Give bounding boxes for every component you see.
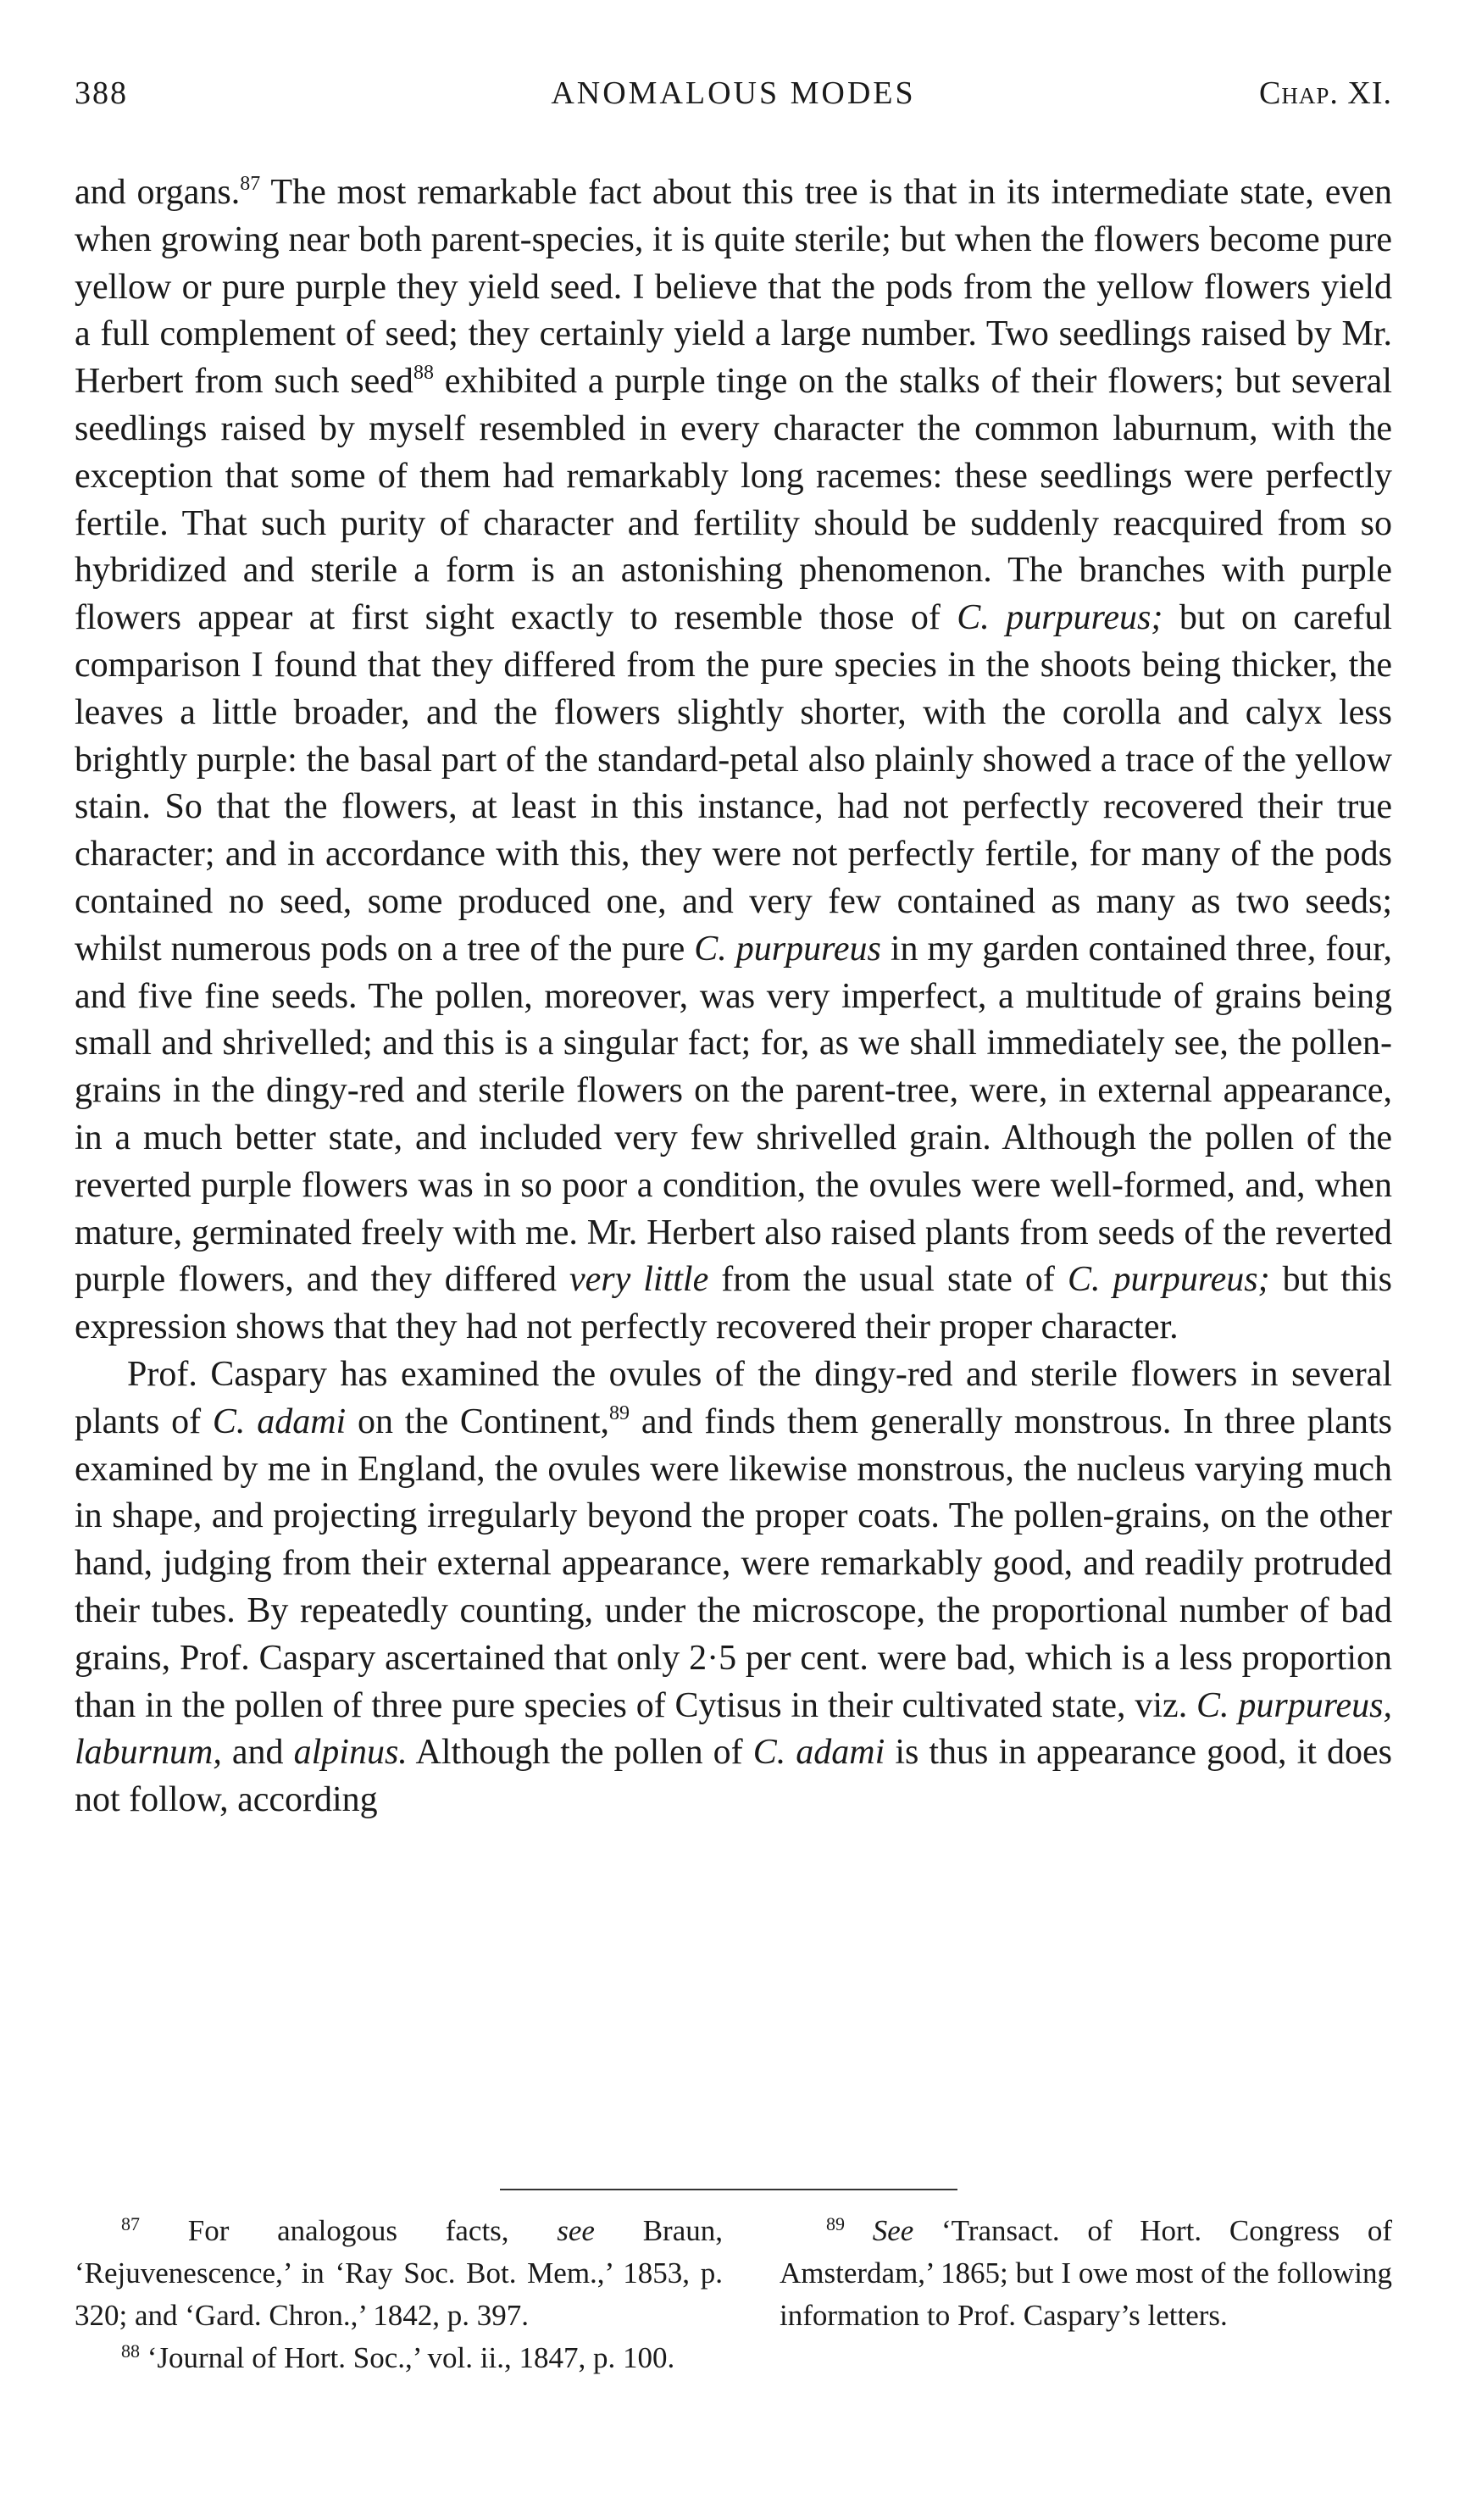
text-span: and organs. — [75, 173, 241, 212]
footnote-ref-89[interactable]: 89 — [609, 1402, 630, 1424]
text-span: is thus in appearance good, it does not follow, according — [75, 1733, 1392, 1820]
text-span: Prof. Caspary has examined the ovules of the dingy-red and sterile flowers in several plants of — [75, 1354, 1392, 1441]
text-span: but this expression shows that they had not perfectly recovered their proper character. — [75, 1260, 1392, 1347]
text-span: exhibited a purple tinge on the stalks of their flowers; but several seedlings raised by myself resembled in every character the common laburnum, with the exception that some of them had remarkably long racemes: these seedlings were perfectly fertile. That such purity of character and fertility should be suddenly reacquired from so hybridized and sterile a form is an astonishing phenomenon. The branches with purple flowers appear at first sight exactly to resemble those of — [75, 362, 1392, 638]
footnote-see: see — [557, 2214, 595, 2247]
text-span: in my garden contained three, four, and five fine seeds. The pollen, moreover, was very imperfect, a multitude of grains being small and shrivelled; and this is a singular fact; for, as we shall immediately see, the pollen-grains in the dingy-red and sterile flowers on the parent-tree, were, in external appearance, in a much better state, and included very few shrivelled grain. Although the pollen of the reverted purple flowers was in so poor a condition, the ovules were well-formed, and, when mature, germinated freely with me. Mr. Herbert also raised plants from seeds of the reverted purple flowers, and they differed — [75, 929, 1392, 1300]
species-name: alpinus. — [293, 1733, 408, 1773]
footnote-ref-87[interactable]: 87 — [240, 173, 261, 195]
species-name: C. purpureus; — [957, 598, 1163, 638]
footnote-number: 87 — [121, 2213, 140, 2234]
species-name: C. purpureus; — [1067, 1260, 1270, 1300]
paragraph-1 — [75, 169, 1392, 1352]
footnote-89 — [780, 2210, 1392, 2337]
footnote-divider — [500, 2189, 957, 2190]
text-span: and finds them generally monstrous. In three plants examined by me in England, the ovules were likewise monstrous, the nucleus varying much in shape, and projecting irregularly beyond the proper coats. The pollen-grains, on the other hand, judging from their external appearance, were remarkably good, and readily protruded their tubes. By repeatedly counting, under the microscope, the proportional number of bad grains, Prof. Caspary ascertained that only 2·5 per cent. were bad, which is a less proportion than in the pollen of three pure species of Cytisus in their cultivated state, viz. — [75, 1402, 1392, 1725]
text-span: but on careful comparison I found that they differed from the pure species in the shoots being thicker, the leaves a little broader, and the flowers slightly shorter, with the corolla and calyx less brightly purple: the basal part of the standard-petal also plainly showed a trace of the yellow stain. So that the flowers, at least in this instance, had not perfectly recovered their true character; and in accordance with this, they were not perfectly fertile, for many of the pods contained no seed, some produced one, and very few contained as many as two seeds; whilst numerous pods on a tree of the pure — [75, 598, 1392, 969]
footnote-text: Braun, ‘Rejuvenescence,’ in ‘Ray Soc. Bot. Mem.,’ 1853, p. 320; and ‘Gard. Chron.,’ 1842, p. 397. — [75, 2214, 723, 2332]
footnote-number: 88 — [121, 2340, 140, 2362]
footnote-87 — [75, 2210, 723, 2337]
page-number: 388 — [75, 75, 128, 111]
footnote-column-left — [75, 2210, 723, 2379]
text-span: on the Continent, — [346, 1402, 610, 1441]
footnotes — [75, 2210, 1392, 2464]
text-span: and — [221, 1733, 294, 1773]
footnote-ref-88[interactable]: 88 — [413, 362, 434, 385]
running-header — [75, 75, 1392, 125]
main-text — [75, 169, 1392, 1824]
footnote-text: ‘Journal of Hort. Soc.,’ vol. ii., 1847, p. 100. — [140, 2341, 675, 2374]
footnote-88 — [75, 2337, 723, 2379]
paragraph-2 — [75, 1352, 1392, 1824]
text-span: Although the pollen of — [407, 1733, 753, 1773]
species-name: C. adami — [212, 1402, 347, 1441]
species-name: C. purpureus — [694, 929, 881, 969]
text-span: The most remarkable fact about this tree is that in its intermediate state, even when growing near both parent-species, it is quite sterile; but when the flowers become pure yellow or pure purple they yield seed. I believe that the pods from the yellow flowers yield a full complement of seed; they certainly yield a large number. Two seedlings raised by Mr. Herbert from such seed — [75, 173, 1393, 402]
species-name: C. purpureus, laburnum, — [75, 1685, 1392, 1773]
chapter-label: Chap. XI. — [1259, 75, 1392, 111]
species-name: C. adami — [752, 1733, 885, 1773]
footnote-number: 89 — [826, 2213, 845, 2234]
footnote-see: See — [872, 2214, 914, 2247]
footnote-column-right — [780, 2210, 1392, 2337]
running-title: ANOMALOUS MODES — [551, 75, 916, 111]
footnote-text: ‘Transact. of Hort. Congress of Amsterdam,’ 1865; but I owe most of the following information to Prof. Caspary’s letters. — [780, 2214, 1393, 2332]
footnote-text: For analogous facts, — [140, 2214, 558, 2247]
text-span: from the usual state of — [708, 1260, 1068, 1300]
emphasis: very little — [569, 1260, 709, 1300]
